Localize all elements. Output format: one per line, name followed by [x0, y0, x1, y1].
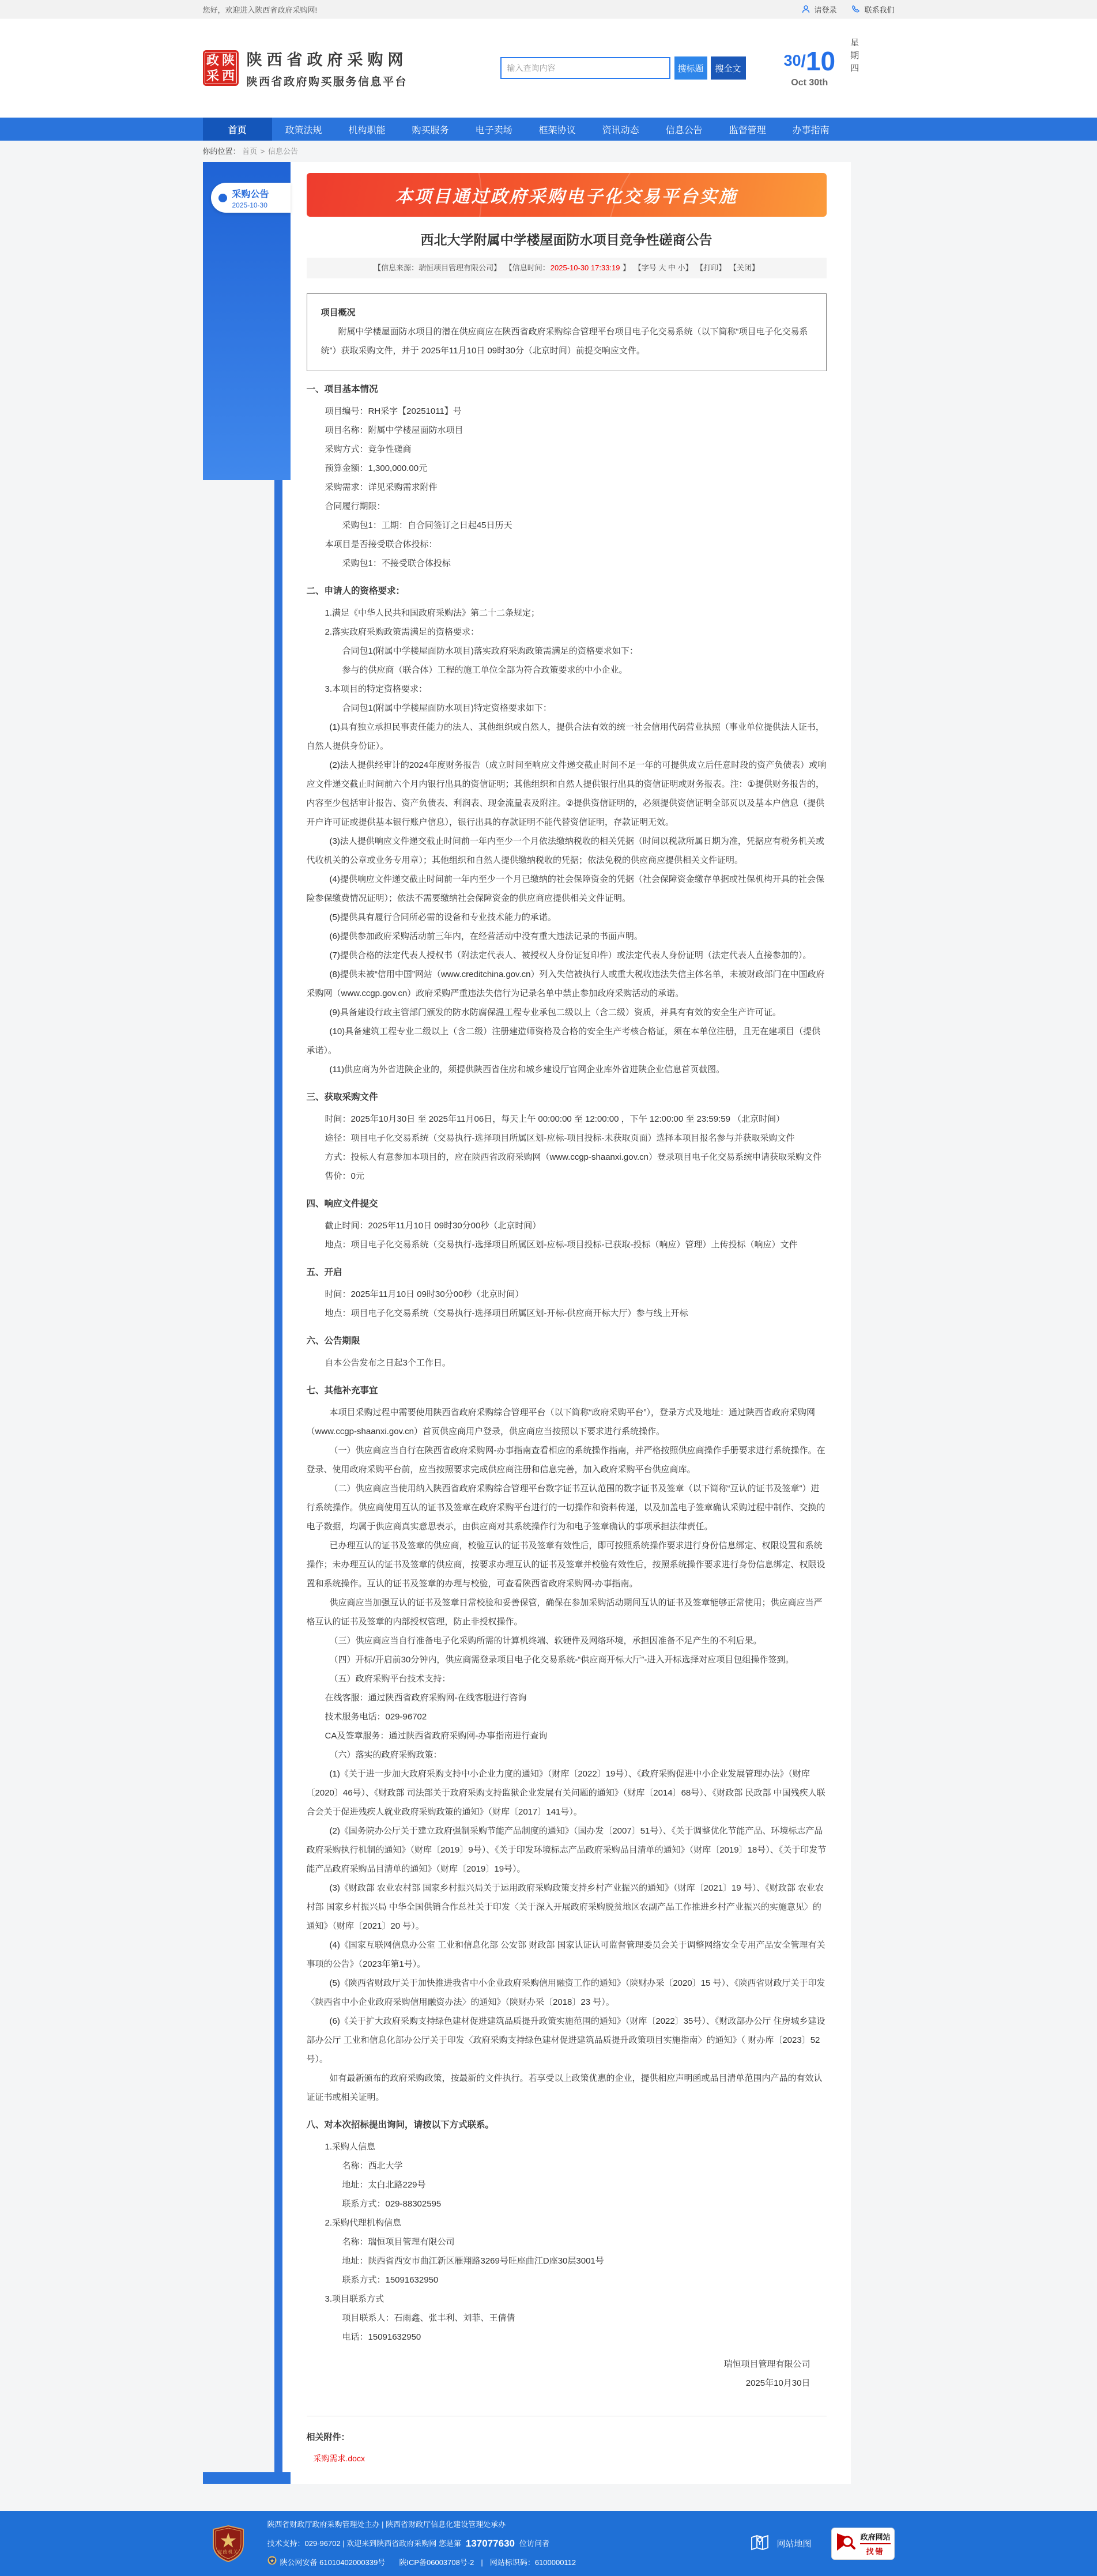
- overview-title: 项目概况: [321, 308, 356, 318]
- weekday-label: 星期四: [849, 38, 859, 76]
- meta-time-value: 2025-10-30 17:33:19: [550, 263, 620, 272]
- breadcrumb-row: [0, 141, 1097, 162]
- article-paragraph: (1)具有独立承担民事责任能力的法人、其他组织或自然人，提供合法有效的统一社会信用代码营业执照（事业单位提供法人证书，自然人提供身份证）。: [306, 722, 824, 751]
- article-paragraph: 采购需求：详见采购需求附件: [325, 482, 438, 492]
- article-paragraph: (3)《财政部 农业农村部 国家乡村振兴局关于运用政府采购政策支持乡村产业振兴的通知》（财库〔2021〕19 号）、《财政部 农业农村部 国家乡村振兴局 中华全国供销合作总社关于印发〈关于深入开展政府采购脱贫地区农副产品工作推进乡村产业振兴的实施意见〉的通知》（财库〔2021〕20 号）。: [306, 1883, 824, 1931]
- section-heading: 六、公告期限: [306, 1336, 360, 1346]
- sidebar-category-label: 采购公告: [232, 189, 269, 199]
- signature-company: 瑞恒项目管理有限公司: [723, 2359, 811, 2369]
- nav-item-9[interactable]: 办事指南: [792, 125, 830, 135]
- search-title-button[interactable]: 搜标题: [674, 56, 707, 80]
- date-widget: [784, 48, 836, 88]
- article-paragraph: 名称：西北大学: [342, 2161, 403, 2171]
- article-paragraph: 合同履行期限：: [325, 501, 386, 511]
- sitemap-label: 网站地图: [776, 2539, 812, 2549]
- article-paragraph: 合同包1(附属中学楼屋面防水项目)特定资格要求如下：: [342, 703, 552, 713]
- footer-pipe: |: [481, 2558, 483, 2567]
- seal-char: 陕: [221, 52, 235, 67]
- login-label: 请登录: [814, 5, 837, 14]
- article-paragraph: 技术服务电话：029-96702: [325, 1712, 427, 1722]
- article-paragraph: 地址：陕西省西安市曲江新区雁翔路3269号旺座曲江D座30层3001号: [342, 2256, 604, 2266]
- gov-error-report-badge[interactable]: [831, 2528, 895, 2560]
- contact-link[interactable]: [851, 4, 894, 15]
- sidebar-category-box: [203, 162, 291, 480]
- article-paragraph: （六）落实的政府采购政策：: [329, 1750, 442, 1760]
- badge-title: 政府网站: [860, 2531, 890, 2544]
- date-day: 30: [783, 52, 801, 69]
- article-paragraph: 地点：项目电子化交易系统（交易执行-选择项目所属区划-开标-供应商开标大厅）参与线上开标: [325, 1308, 688, 1318]
- footer-organizer-line: 陕西省财政厅政府采购管理处主办 | 陕西省财政厅信息化建设管理处承办: [267, 2520, 506, 2529]
- magnifier-flag-icon: [835, 2531, 857, 2556]
- welcome-text: 您好，欢迎进入陕西省政府采购网!: [202, 5, 318, 14]
- badge-subtitle: 找错: [866, 2547, 885, 2556]
- notice-meta-bar: [307, 258, 827, 278]
- article-paragraph: 2.采购代理机构信息: [325, 2218, 402, 2228]
- article-paragraph: 已办理互认的证书及签章的供应商，校验互认的证书及签章有效性后，即可按照系统操作要求进行身份信息绑定、权限设置和系统操作；未办理互认的证书及签章的供应商，按要求办理互认的证书及签章并校验有效性后，按照系统操作要求进行身份信息绑定、权限设置和系统操作。互认的证书及签章的办理与校验，可查看陕西省政府采购网-办事指南。: [306, 1541, 825, 1589]
- article-paragraph: 合同包1(附属中学楼屋面防水项目)落实政府采购政策需满足的资格要求如下：: [342, 646, 638, 656]
- footer-support-line: [267, 2534, 576, 2553]
- search-fulltext-button[interactable]: 搜全文: [711, 56, 746, 80]
- sidebar-bottom-cap: [203, 2472, 291, 2484]
- breadcrumb-label: 你的位置：: [202, 147, 240, 156]
- logo-seal-icon: [203, 50, 239, 86]
- phone-icon: [851, 5, 861, 14]
- section-heading: 七、其他补充事宜: [306, 1386, 378, 1396]
- article-paragraph: (11)供应商为外省进陕企业的，须提供陕西省住房和城乡建设厅官网企业库外省进陕企业信息首页截图。: [329, 1065, 725, 1074]
- attachments-label: 相关附件：: [306, 2432, 350, 2442]
- article-paragraph: 采购方式：竞争性磋商: [325, 444, 412, 454]
- police-badge-icon: [267, 2553, 277, 2572]
- article-paragraph: 3.项目联系方式: [325, 2294, 384, 2304]
- section-heading: 五、开启: [306, 1268, 342, 1277]
- article-paragraph: (6)提供参加政府采购活动前三年内，在经营活动中没有重大违法记录的书面声明。: [329, 931, 643, 941]
- breadcrumb-separator: >: [260, 147, 265, 156]
- date-slash: /: [801, 52, 806, 71]
- shield-label: 党政机关: [217, 2549, 239, 2555]
- nav-item-6[interactable]: 资讯动态: [602, 125, 639, 135]
- seal-char: 采: [206, 68, 219, 83]
- section-heading: 三、获取采购文件: [306, 1092, 378, 1102]
- article-paragraph: 自本公告发布之日起3个工作日。: [325, 1358, 451, 1368]
- site-footer: [0, 2511, 1097, 2576]
- article-paragraph: (4)《国家互联网信息办公室 工业和信息化部 公安部 财政部 国家认证认可监督管理委员会关于调整网络安全专用产品安全管理有关事项的公告》（2023年第1号）。: [306, 1940, 825, 1969]
- sitemap-link[interactable]: [749, 2532, 811, 2556]
- article-paragraph: (3)法人提供响应文件递交截止时间前一年内至少一个月依法缴纳税收的相关凭据（时间以税款所属日期为准，凭据应有税务机关或代收机关的公章或业务专用章）；其他组织和自然人提供缴纳税收的凭据；依法免税的供应商应提供相关文件证明。: [306, 836, 824, 865]
- article-paragraph: 联系方式：15091632950: [342, 2275, 439, 2285]
- seal-char: 政: [206, 52, 219, 67]
- article-paragraph: (10)具备建筑工程专业二级以上（含二级）注册建造师资格及合格的安全生产考核合格证，须在本单位注册，且无在建项目（提供承诺）。: [306, 1027, 821, 1055]
- site-header: [0, 18, 1097, 118]
- visitor-counter: 137077630: [465, 2538, 515, 2549]
- article-paragraph: 3.本项目的特定资格要求：: [325, 684, 428, 694]
- close-button[interactable]: 【关闭】: [729, 263, 759, 272]
- date-english: Oct 30th: [791, 78, 828, 88]
- footer-support-suffix: 位访问者: [519, 2539, 549, 2548]
- bullet-dot-icon: [218, 194, 227, 202]
- overview-text: 附属中学楼屋面防水项目的潜在供应商应在陕西省政府采购综合管理平台项目电子化交易系统（以下简称“项目电子化交易系统”）获取采购文件，并于 2025年11月10日 09时30分（北京时间）前提交响应文件。: [321, 327, 808, 356]
- article-paragraph: (6)《关于扩大政府采购支持绿色建材促进建筑品质提升政策实施范围的通知》（财库〔2022〕35号）、《财政部办公厅 住房城乡建设部办公厅 工业和信息化部办公厅关于印发〈政府采购支持绿色建材促进建筑品质提升政策项目实施指南〉的通知》（ 财办库〔2023〕52号）。: [306, 2016, 825, 2064]
- article-paragraph: 项目名称：附属中学楼屋面防水项目: [325, 425, 463, 435]
- article-paragraph: 地点：项目电子化交易系统（交易执行-选择项目所属区划-应标-项目投标-已获取-投标（响应）管理）上传投标（响应）文件: [325, 1240, 798, 1250]
- article-paragraph: 供应商应当加强互认的证书及签章日常校验和妥善保管，确保在参加采购活动期间互认的证书及签章能够正常使用；供应商应当严格互认的证书及签章的内部授权管理，防止非授权操作。: [306, 1598, 823, 1627]
- footer-gap: [0, 2484, 1097, 2511]
- meta-time: [504, 263, 631, 272]
- article-paragraph: 2.落实政府采购政策需满足的资格要求：: [325, 627, 480, 637]
- meta-time-suffix: 】: [620, 263, 631, 272]
- project-overview-box: [307, 293, 827, 371]
- attachment-link[interactable]: 采购需求.docx: [313, 2454, 365, 2463]
- article-paragraph: 途径：项目电子化交易系统（交易执行-选择项目所属区划-应标-项目投标-未获取页面）选择本项目报名参与并获取采购文件: [325, 1133, 795, 1143]
- platform-banner-text: 本项目通过政府采购电子化交易平台实施: [395, 187, 738, 206]
- site-logo: [203, 47, 408, 89]
- article-paragraph: 项目编号：RH采字【20251011】号: [325, 406, 462, 416]
- nav-item-7[interactable]: 信息公告: [665, 125, 703, 135]
- party-gov-shield-icon: [210, 2525, 247, 2563]
- article-paragraph: 预算金额：1,300,000.00元: [325, 463, 428, 473]
- article-paragraph: (9)具备建设行政主管部门颁发的防水防腐保温工程专业承包二级以上（含二级）资质，并具有有效的安全生产许可证。: [329, 1008, 781, 1017]
- article-paragraph: (8)提供未被“信用中国”网站（www.creditchina.gov.cn）列入失信被执行人或重大税收违法失信主体名单，未被财政部门在中国政府采购网（www.ccgp.gov.cn）政府采购严重违法失信行为记录名单中禁止参加政府采购活动的承诺。: [306, 970, 825, 998]
- main-content: [203, 162, 895, 2484]
- seal-char: 西: [221, 68, 235, 83]
- nav-item-0[interactable]: 首页: [203, 118, 272, 141]
- article-paragraph: 时间：2025年10月30日 至 2025年11月06日，每天上午 00:00:00 至 12:00:00 ，下午 12:00:00 至 23:59:59 （北京时间）: [325, 1114, 785, 1124]
- nav-item-2[interactable]: 机构职能: [348, 125, 386, 135]
- topbar: [0, 0, 1097, 18]
- article-paragraph: 联系方式：029-88302595: [342, 2199, 442, 2209]
- login-link[interactable]: [801, 4, 836, 15]
- article-sections: [307, 380, 827, 2347]
- article-paragraph: 本项目采购过程中需要使用陕西省政府采购综合管理平台（以下简称“政府采购平台”），登录方式及地址：通过陕西省政府采购网（www.ccgp-shaanxi.gov.cn）首页供应商用户登录，供应商应当按照以下要求进行系统操作。: [306, 1408, 815, 1436]
- site-subtitle: 陕西省政府购买服务信息平台: [246, 76, 408, 88]
- section-heading: 四、响应文件提交: [306, 1199, 378, 1209]
- nav-item-3[interactable]: 购买服务: [412, 125, 449, 135]
- nav-item-5[interactable]: 框架协议: [538, 125, 576, 135]
- article-paragraph: 如有最新颁布的政府采购政策，按最新的文件执行。若享受以上政策优惠的企业，提供相应声明函或品目清单范围内产品的有效认证证书或相关证明。: [306, 2073, 823, 2102]
- article-paragraph: 参与的供应商（联合体）工程的施工单位全部为符合政策要求的中小企业。: [342, 665, 628, 675]
- article-paragraph: 售价：0元: [325, 1171, 364, 1181]
- article-paragraph: (5)提供具有履行合同所必需的设备和专业技术能力的承诺。: [329, 912, 556, 922]
- article-paragraph: (7)提供合格的法定代表人授权书（附法定代表人、被授权人身份证复印件）或法定代表人身份证明（法定代表人直接参加的）。: [329, 951, 812, 960]
- footer-beian-line: [267, 2553, 576, 2572]
- article-paragraph: （五）政府采购平台技术支持：: [329, 1674, 451, 1684]
- section-heading: 八、对本次招标提出询问，请按以下方式联系。: [306, 2120, 495, 2130]
- section-heading: 二、申请人的资格要求：: [306, 586, 405, 596]
- main-nav: [0, 118, 1097, 141]
- footer-right: [749, 2528, 894, 2560]
- article-paragraph: 1.采购人信息: [325, 2142, 376, 2152]
- notice-title: 西北大学附属中学楼屋面防水项目竞争性磋商公告: [420, 232, 713, 247]
- font-size-controls[interactable]: 【字号 大 中 小】: [634, 263, 693, 272]
- notice-card: [274, 162, 851, 2484]
- article-paragraph: 采购包1：不接受联合体投标: [342, 559, 451, 568]
- search-input[interactable]: [500, 57, 670, 79]
- article-paragraph: （一）供应商应当自行在陕西省政府采购网-办事指南查看相应的系统操作指南，并严格按照供应商操作手册要求进行系统操作。在登录、使用政府采购平台前，应当按照要求完成供应商注册和信息完善，加入政府采购平台供应商库。: [306, 1446, 825, 1474]
- article-paragraph: (2)法人提供经审计的2024年度财务报告（成立时间至响应文件递交截止时间不足一年的可提供成立后任意时段的资产负债表）或响应文件递交截止时间前六个月内银行出具的资信证明；其他组织和自然人提供银行出具的资信证明或财务报表。注：①提供财务报告的，内容至少包括审计报告、资产负债表、利润表、现金流量表及附注。②提供资信证明的，必须提供资信证明全部页以及基本户信息（提供开户许可证或提供基本银行账户信息），银行出具的存款证明不能代替资信证明，存款证明无效。: [306, 760, 827, 827]
- signature-block: [307, 2355, 827, 2393]
- platform-banner: [307, 173, 827, 217]
- footer-support-prefix: 技术支持：029-96702 | 欢迎来到陕西省政府采购网 您是第: [267, 2539, 461, 2548]
- article-paragraph: 在线客服：通过陕西省政府采购网-在线客服进行咨询: [325, 1693, 527, 1703]
- article-paragraph: (4)提供响应文件递交截止时间前一年内至少一个月已缴纳的社会保障资金的凭据（社会保障资金缴存单据或社保机构开具的社会保险参保缴费情况证明）；依法不需要缴纳社会保障资金的供应商应提供相关文件证明。: [306, 874, 824, 903]
- breadcrumb-current[interactable]: 信息公告: [268, 147, 299, 156]
- article-paragraph: 截止时间：2025年11月10日 09时30分00秒（北京时间）: [325, 1221, 541, 1231]
- article-paragraph: 地址：太白北路229号: [342, 2180, 426, 2190]
- meta-time-prefix: 【信息时间：: [504, 263, 550, 272]
- sidebar-date-label: 2025-10-30: [232, 201, 267, 209]
- search-bar: [500, 56, 746, 80]
- beian-link[interactable]: 陕公网安备 61010402000339号: [280, 2558, 386, 2567]
- article-paragraph: 时间：2025年11月10日 09时30分00秒（北京时间）: [325, 1289, 524, 1299]
- article-paragraph: (5)《陕西省财政厅关于加快推进我省中小企业政府采购信用融资工作的通知》（陕财办采〔2020〕15 号）、《陕西省财政厅关于印发〈陕西省中小企业政府采购信用融资办法〉的通知》（陕财办采〔2018〕23 号）。: [306, 1978, 825, 2007]
- date-month: 10: [805, 46, 836, 76]
- nav-item-8[interactable]: 监督管理: [729, 125, 766, 135]
- article-paragraph: 方式：投标人有意参加本项目的，应在陕西省政府采购网（www.ccgp-shaanxi.gov.cn）登录项目电子化交易系统申请获取采购文件: [325, 1152, 821, 1162]
- nav-item-1[interactable]: 政策法规: [285, 125, 322, 135]
- article-paragraph: （三）供应商应当自行准备电子化采购所需的计算机终端、软硬件及网络环境，承担因准备不足产生的不利后果。: [329, 1636, 762, 1646]
- article-paragraph: 1.满足《中华人民共和国政府采购法》第二十二条规定；: [325, 608, 540, 618]
- article-paragraph: （四）开标/开启前30分钟内，供应商需登录项目电子化交易系统-“供应商开标大厅”-进入开标选择对应项目包组操作签到。: [329, 1655, 794, 1665]
- attachments-block: [307, 2428, 827, 2468]
- sidebar: [203, 162, 282, 2484]
- breadcrumb-home[interactable]: 首页: [242, 147, 258, 156]
- nav-item-4[interactable]: 电子卖场: [475, 125, 512, 135]
- section-heading: 一、项目基本情况: [306, 384, 378, 394]
- article-paragraph: CA及签章服务：通过陕西省政府采购网-办事指南进行查询: [325, 1731, 548, 1741]
- article-paragraph: (1)《关于进一步加大政府采购支持中小企业力度的通知》（财库〔2022〕19号）、《政府采购促进中小企业发展管理办法》（财库〔2020〕46号）、《财政部 司法部关于政府采购支持监狱企业发展有关问题的通知》（财库〔2014〕68号）、《财政部 民政部 中国残疾人联合会关于促进残疾人就业政府采购政策的通知》（财库〔2017〕141号）。: [306, 1769, 825, 1817]
- article-paragraph: 本项目是否接受联合体投标：: [325, 540, 438, 549]
- site-code: 网站标识码：6100000112: [489, 2558, 576, 2567]
- article-paragraph: 项目联系人：石雨鑫、张丰利、刘菲、王倩倩: [342, 2313, 515, 2323]
- topbar-links: [801, 4, 894, 15]
- site-title: 陕西省政府采购网: [246, 51, 408, 69]
- article-paragraph: 电话：15091632950: [342, 2332, 421, 2342]
- icp-link[interactable]: 陕ICP备06003708号-2: [399, 2558, 474, 2567]
- sidebar-item-procurement-notice[interactable]: [211, 183, 291, 213]
- article-paragraph: 采购包1：工期：自合同签订之日起45日历天: [342, 521, 512, 530]
- signature-date: 2025年10月30日: [745, 2378, 811, 2388]
- article-paragraph: 名称：瑞恒项目管理有限公司: [342, 2237, 455, 2247]
- print-button[interactable]: 【打印】: [696, 263, 726, 272]
- article-paragraph: (2)《国务院办公厅关于建立政府强制采购节能产品制度的通知》（国办发〔2007〕51号）、《关于调整优化节能产品、环境标志产品政府采购执行机制的通知》（财库〔2019〕9号）、《关于印发环境标志产品政府采购品目清单的通知》（财库〔2019〕18号）、《关于印发节能产品政府采购品目清单的通知》（财库〔2019〕19号）。: [306, 1826, 827, 1874]
- contact-label: 联系我们: [864, 5, 895, 14]
- meta-source: 【信息来源：瑞恒项目管理有限公司】: [374, 263, 502, 272]
- breadcrumb: [203, 145, 895, 156]
- map-icon: [749, 2532, 771, 2556]
- article-paragraph: （二）供应商应当使用纳入陕西省政府采购综合管理平台数字证书互认范围的数字证书及签章（以下简称“互认的证书及签章”）进行系统操作。供应商使用互认的证书及签章在政府采购平台进行的一切操作和资料传递，以及加盖电子签章确认采购过程中制作、交换的电子数据，均属于供应商真实意思表示，由供应商对其系统操作行为和电子签章确认的事项承担法律责任。: [306, 1484, 825, 1532]
- footer-text: [267, 2515, 576, 2572]
- user-icon: [801, 5, 811, 14]
